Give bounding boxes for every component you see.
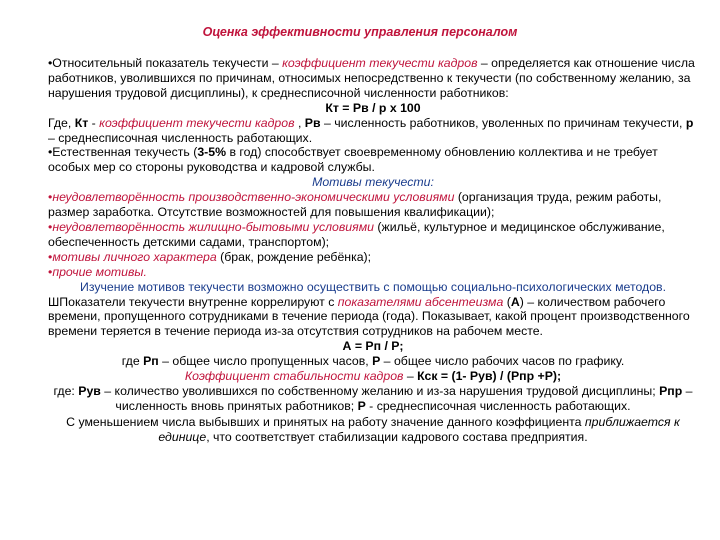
formula-absenteeism: А = Рп / Р; [342, 339, 404, 354]
motive-item: •мотивы личного характера (брак, рождение ребёнка); [48, 249, 372, 264]
motive-item: •прочие мотивы. [48, 264, 147, 279]
motive-item: •неудовлетворённость жилищно-бытовыми условиями (жильё, культурное и медицинское обслуживание, обеспеченность детскими садами, транспортом); [48, 219, 665, 249]
formula-kt: Кт = Рв / р х 100 [325, 100, 421, 115]
bullet-icon: Ш [48, 294, 60, 309]
natural-turnover: •Естественная текучесть (3-5% в год) способствует своевременному обновлению коллектива и не требует особых мер со стороны руководства и кадровой службы. [48, 145, 658, 175]
motives-study: Изучение мотивов текучести возможно осуществить с помощью социально-психологических методов. [80, 279, 666, 294]
stability-conclusion: С уменьшением числа выбывших и принятых на работу значение данного коэффициента приближается к единице, что соответствует стабилизации кадрового состава предприятия. [66, 414, 680, 444]
absenteeism-legend: где Рп – общее число пропущенных часов, Р – общее число рабочих часов по графику. [121, 354, 625, 369]
turnover-definition: •Относительный показатель текучести – коэффициент текучести кадров – определяется как отношение числа работников, уволившихся по причинам, относимых непосредственно к текучести (по собственному желанию, за нарушения трудовой дисциплины), к среднесписочной численности работников: [48, 56, 695, 100]
stability-legend: где: Рув – количество уволившихся по собственному желанию и из-за нарушения трудовой дисциплины; Рпр – численность вновь принятых работников; Р - среднесписочная численность работающих. [53, 383, 693, 413]
absenteeism-paragraph: ШПоказатели текучести внутренне коррелируют с показателями абсентеизма (А) – количеством рабочего времени, пропущенного сотрудниками в течение периода (года). Показывает, какой процент производственного времени теряется в течение периода из-за отсутствия сотрудников на рабочем месте. [48, 294, 690, 339]
page-title: Оценка эффективности управления персоналом [202, 25, 518, 39]
kt-legend: Где, Кт - коэффициент текучести кадров , Рв – численность работников, уволенных по причинам текучести, р – среднесписочная численность работающих. [48, 115, 694, 145]
term-turnover-coefficient: коэффициент текучести кадров [282, 56, 478, 70]
stability-formula: Коэффициент стабильности кадров – Кск = (1- Рув) / (Рпр +Р); [184, 369, 562, 384]
motives-heading: Мотивы текучести: [312, 175, 434, 190]
motive-item: •неудовлетворённость производственно-экономическими условиями (организация труда, режим работы, размер заработка. Отсутствие возможностей для повышения квалификации); [48, 190, 662, 220]
slide-body [48, 56, 698, 445]
